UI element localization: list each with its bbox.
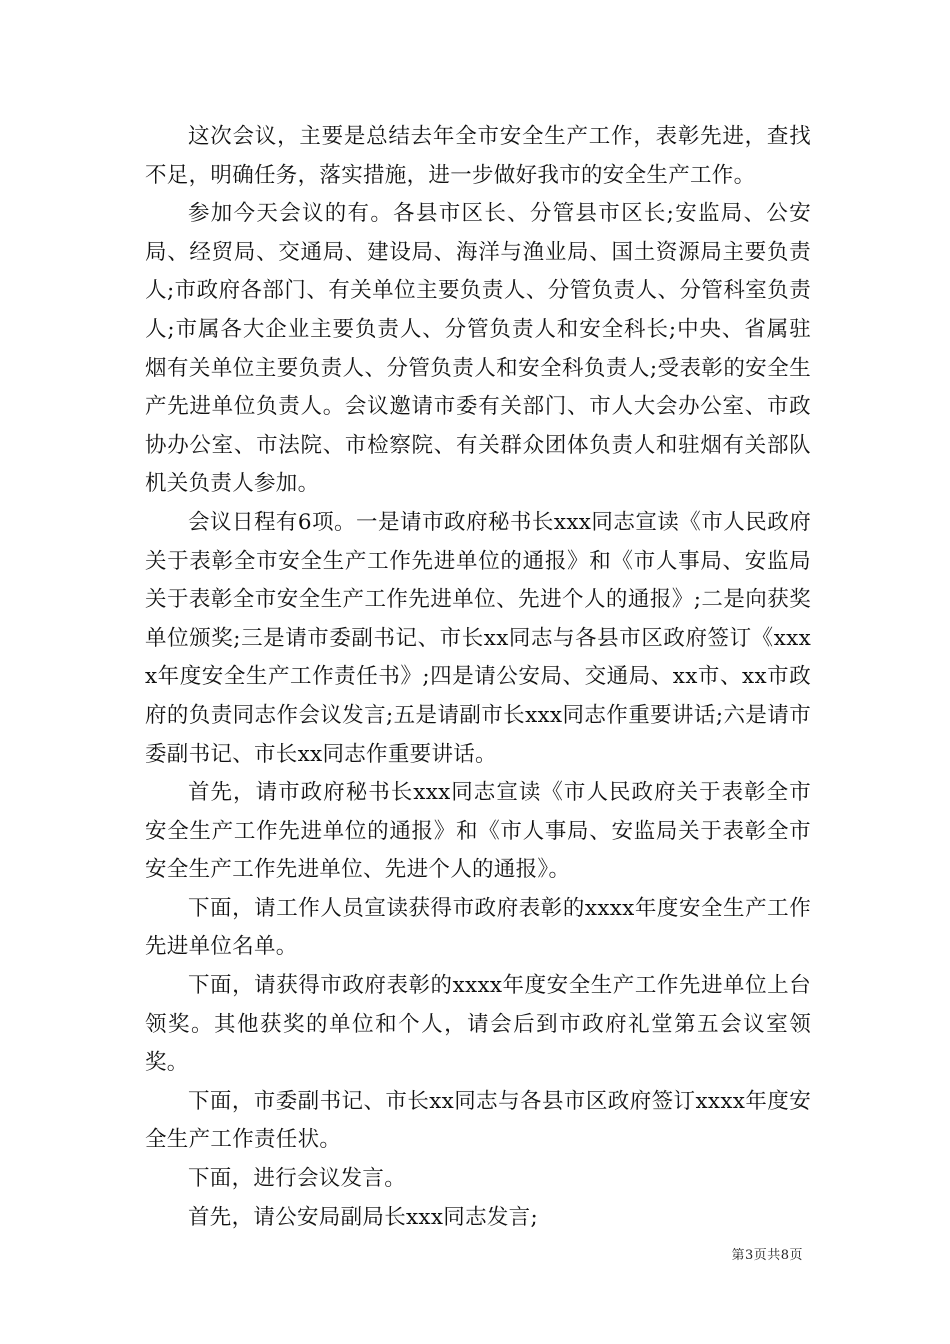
paragraph-speeches: 下面，进行会议发言。 bbox=[188, 1166, 407, 1192]
paragraph-first-speaker: 首先，请公安局副局长xxx同志发言; bbox=[188, 1204, 539, 1230]
page-number: 第3页共8页 bbox=[731, 1248, 803, 1263]
paragraph-attendees: 参加今天会议的有。各县市区长、分管县市区长;安监局、公安局、经贸局、交通局、建设局、海洋与渔业局、国土资源局主要负责人;市政府各部门、有关单位主要负责人、分管负责人、分管科室负责人;市属各大企业主要负责人、分管负责人和安全科长;中央、省属驻烟有关单位主要负责人、分管负责人和安全科负责人;受表彰的安全生产先进单位负责人。会议邀请市委有关部门、市人大会办公室、市政协办公室、市法院、市检察院、有关群众团体负责人和驻烟有关部队机关负责人参加。 bbox=[145, 201, 811, 497]
paragraph-award-ceremony: 下面，请获得市政府表彰的xxxx年度安全生产工作先进单位上台领奖。其他获奖的单位和个人，请会后到市政府礼堂第五会议室领奖。 bbox=[145, 973, 811, 1076]
paragraph-meeting-purpose: 这次会议，主要是总结去年全市安全生产工作，表彰先进，查找不足，明确任务，落实措施，进一步做好我市的安全生产工作。 bbox=[145, 124, 811, 188]
paragraph-agenda: 会议日程有6项。一是请市政府秘书长xxx同志宣读《市人民政府关于表彰全市安全生产工作先进单位的通报》和《市人事局、安监局关于表彰全市安全生产工作先进单位、先进个人的通报》;二是向获奖单位颁奖;三是请市委副书记、市长xx同志与各县市区政府签订《xxxx年度安全生产工作责任书》;四是请公安局、交通局、xx市、xx市政府的负责同志作会议发言;五是请副市长xxx同志作重要讲话;六是请市委副书记、市长xx同志作重要讲话。 bbox=[145, 509, 811, 767]
paragraph-first-item: 首先，请市政府秘书长xxx同志宣读《市人民政府关于表彰全市安全生产工作先进单位的通报》和《市人事局、安监局关于表彰全市安全生产工作先进单位、先进个人的通报》。 bbox=[145, 780, 811, 883]
body-text bbox=[145, 118, 811, 1237]
paragraph-read-list: 下面，请工作人员宣读获得市政府表彰的xxxx年度安全生产工作先进单位名单。 bbox=[145, 895, 811, 960]
paragraph-sign-responsibility: 下面，市委副书记、市长xx同志与各县市区政府签订xxxx年度安全生产工作责任状。 bbox=[145, 1088, 811, 1153]
